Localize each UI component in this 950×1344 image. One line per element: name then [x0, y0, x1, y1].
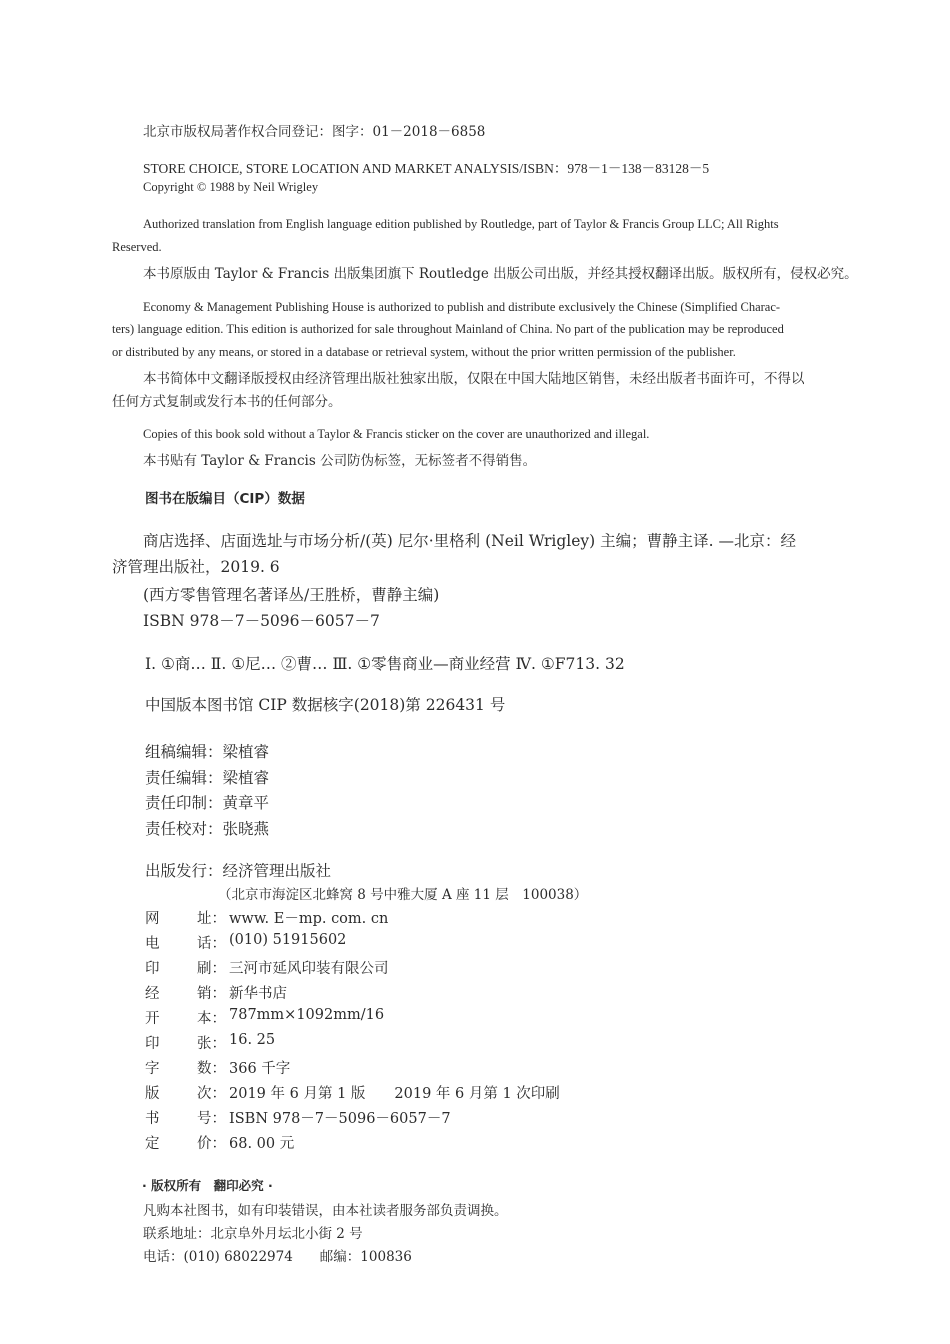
detail-key-1: 网 — [145, 911, 160, 927]
publisher-value: 经济管理出版社 — [222, 862, 332, 880]
publisher-label: 出版发行： — [145, 862, 223, 880]
detail-key-2: 话： — [197, 936, 226, 952]
cip-line-1: 商店选择、店面选址与市场分析/(英) 尼尔·里格利 (Neil Wrigley) 主编；曹静主译. —北京：经 — [143, 532, 796, 550]
detail-value: (010) 51915602 — [229, 932, 347, 948]
detail-key-1: 开 — [145, 1011, 160, 1027]
detail-key-1: 版 — [145, 1086, 160, 1102]
detail-key-2: 销： — [197, 986, 226, 1002]
editor-label: 责任印制： — [145, 794, 223, 812]
detail-key-1: 印 — [145, 961, 160, 977]
footer-rights: · 版权所有 翻印必究 · — [142, 1178, 273, 1193]
detail-key-2: 次： — [197, 1086, 226, 1102]
detail-value: 2019 年 6 月第 1 版 2019 年 6 月第 1 次印刷 — [229, 1086, 560, 1102]
editor-label: 组稿编辑： — [145, 743, 223, 761]
editor-label: 责任编辑： — [145, 769, 223, 787]
original-title-isbn: STORE CHOICE, STORE LOCATION AND MARKET ANALYSIS/ISBN：978－1－138－83128－5 — [143, 161, 710, 176]
cip-heading: 图书在版编目（CIP）数据 — [145, 491, 305, 507]
cip-line-2: 济管理出版社，2019. 6 — [112, 558, 280, 576]
exclusive-en-3: or distributed by any means, or stored in a database or retrieval system, without the prior written permission of the publisher. — [112, 345, 736, 359]
cip-record-number: 中国版本图书馆 CIP 数据核字(2018)第 226431 号 — [145, 696, 506, 714]
editor-row — [145, 740, 269, 762]
editor-label: 责任校对： — [145, 820, 223, 838]
editor-value: 黄章平 — [222, 794, 270, 812]
cip-line-4: ISBN 978－7－5096－6057－7 — [143, 612, 380, 630]
editor-row — [145, 817, 269, 839]
cip-line-3: (西方零售管理名著译丛/王胜桥，曹静主编) — [143, 586, 440, 604]
detail-key-2: 本： — [197, 1011, 226, 1027]
authorized-en-1: Authorized translation from English language edition published by Routledge, part of Taylor & Francis Group LLC; All Rights — [143, 217, 779, 231]
detail-key-2: 数： — [197, 1061, 226, 1077]
footer-phone: 电话：(010) 68022974 邮编：100836 — [143, 1249, 412, 1265]
editor-row — [145, 766, 269, 788]
sticker-zh: 本书贴有 Taylor & Francis 公司防伪标签，无标签者不得销售。 — [143, 453, 537, 469]
exclusive-zh-1: 本书简体中文翻译版授权由经济管理出版社独家出版，仅限在中国大陆地区销售，未经出版者书面许可，不得以 — [143, 371, 805, 387]
editor-value: 梁植睿 — [222, 769, 270, 787]
editor-value: 张晓燕 — [222, 820, 270, 838]
publisher-address: （北京市海淀区北蜂窝 8 号中雅大厦 A 座 11 层 100038） — [218, 887, 588, 903]
exclusive-zh-2: 任何方式复制或发行本书的任何部分。 — [112, 394, 342, 410]
detail-value: 787mm×1092mm/16 — [229, 1007, 385, 1023]
detail-key-2: 号： — [197, 1111, 226, 1127]
original-copyright: Copyright © 1988 by Neil Wrigley — [143, 180, 319, 194]
editor-row — [145, 791, 269, 813]
detail-key-1: 字 — [145, 1061, 160, 1077]
cip-classification: Ⅰ. ①商… Ⅱ. ①尼… ②曹… Ⅲ. ①零售商业—商业经营 Ⅳ. ①F713. 32 — [145, 655, 625, 673]
detail-value: ISBN 978－7－5096－6057－7 — [229, 1111, 451, 1127]
authorized-en-2: Reserved. — [112, 240, 162, 254]
detail-key-1: 印 — [145, 1036, 160, 1052]
detail-value: 16. 25 — [229, 1032, 276, 1048]
detail-value: 新华书店 — [229, 986, 287, 1002]
exclusive-en-2: ters) language edition. This edition is authorized for sale throughout Mainland of China. No part of the publication may be reproduced — [112, 322, 784, 336]
copyright-registration: 北京市版权局著作权合同登记：图字：01－2018－6858 — [143, 124, 486, 140]
detail-key-2: 址： — [197, 911, 226, 927]
detail-key-1: 电 — [145, 936, 160, 952]
footer-service: 凡购本社图书，如有印装错误，由本社读者服务部负责调换。 — [143, 1203, 508, 1219]
detail-value: 三河市延风印装有限公司 — [229, 961, 389, 977]
sticker-en: Copies of this book sold without a Taylor & Francis sticker on the cover are unauthorized and illegal. — [143, 427, 650, 441]
authorized-zh: 本书原版由 Taylor & Francis 出版集团旗下 Routledge 出版公司出版，并经其授权翻译出版。版权所有，侵权必究。 — [143, 266, 858, 282]
detail-key-2: 刷： — [197, 961, 226, 977]
editor-value: 梁植睿 — [222, 743, 270, 761]
detail-value: 366 千字 — [229, 1061, 291, 1077]
detail-key-2: 张： — [197, 1036, 226, 1052]
detail-key-1: 定 — [145, 1136, 160, 1152]
publisher-row — [145, 859, 331, 881]
detail-value: 68. 00 元 — [229, 1136, 295, 1152]
detail-key-1: 经 — [145, 986, 160, 1002]
exclusive-en-1: Economy & Management Publishing House is authorized to publish and distribute exclusively the Chinese (Simplified Charac- — [143, 300, 781, 314]
detail-key-2: 价： — [197, 1136, 226, 1152]
detail-value: www. E－mp. com. cn — [229, 911, 389, 927]
detail-key-1: 书 — [145, 1111, 160, 1127]
footer-address: 联系地址：北京阜外月坛北小街 2 号 — [143, 1226, 363, 1242]
